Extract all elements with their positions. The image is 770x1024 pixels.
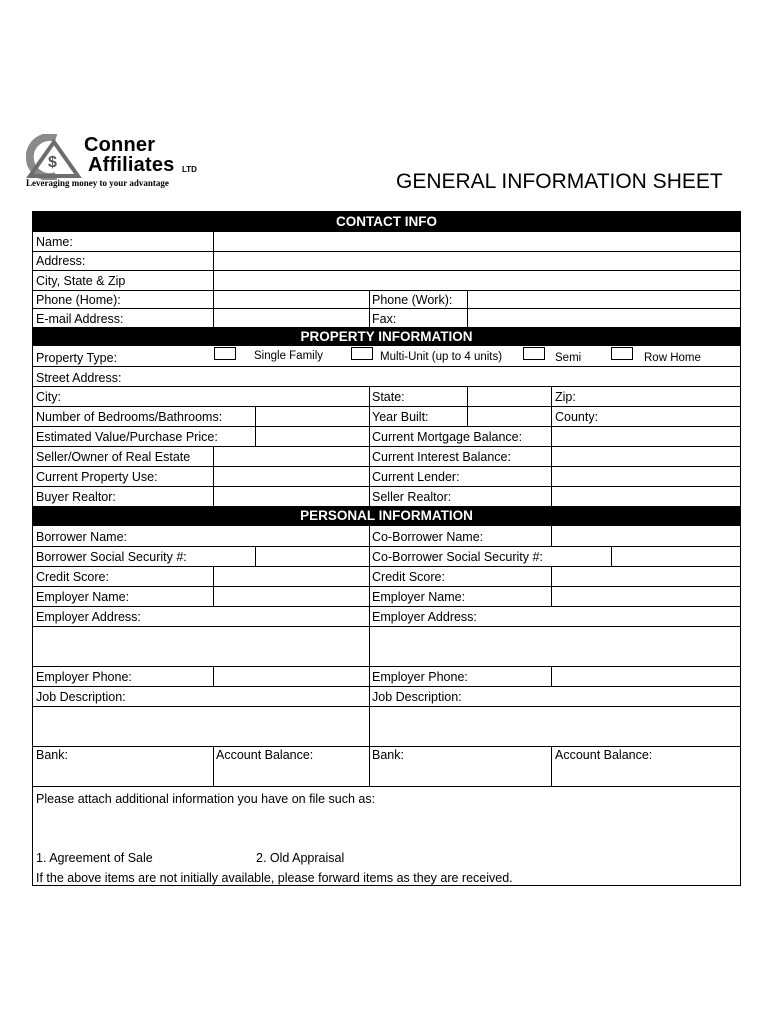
employer-name-left-label: Employer Name: <box>36 590 130 604</box>
current-interest-balance-label: Current Interest Balance: <box>372 450 511 464</box>
current-property-use-label: Current Property Use: <box>36 470 158 484</box>
employer-address-left-field[interactable] <box>33 627 369 666</box>
semi-label: Semi <box>555 352 582 364</box>
estimated-value-field[interactable] <box>256 427 369 446</box>
svg-text:$: $ <box>48 154 57 171</box>
document-title: GENERAL INFORMATION SHEET <box>396 170 723 193</box>
employer-phone-right-field[interactable] <box>552 667 740 686</box>
credit-score-right-label: Credit Score: <box>372 570 445 584</box>
account-balance-right-field[interactable] <box>552 764 740 786</box>
address-field[interactable] <box>214 252 740 270</box>
employer-address-right-label: Employer Address: <box>372 610 477 624</box>
account-balance-right-label: Account Balance: <box>555 748 653 762</box>
state-label: State: <box>372 390 405 404</box>
employer-name-right-label: Employer Name: <box>372 590 466 604</box>
phone-work-field[interactable] <box>468 291 740 308</box>
semi-checkbox[interactable] <box>523 347 545 360</box>
employer-phone-left-field[interactable] <box>214 667 369 686</box>
logo-ltd: LTD <box>182 165 197 174</box>
logo-name-line1: Conner <box>84 134 156 156</box>
job-description-left-field[interactable] <box>33 707 369 746</box>
city-state-zip-field[interactable] <box>214 271 740 290</box>
seller-owner-label: Seller/Owner of Real Estate <box>36 450 191 464</box>
county-field[interactable] <box>603 407 740 426</box>
bank-left-label: Bank: <box>36 748 68 762</box>
account-balance-left-field[interactable] <box>214 764 369 786</box>
logo-name-line2: Affiliates <box>88 154 175 176</box>
job-description-right-label: Job Description: <box>372 690 462 704</box>
fax-label: Fax: <box>372 312 397 326</box>
account-balance-left-label: Account Balance: <box>216 748 314 762</box>
employer-name-right-field[interactable] <box>552 587 740 606</box>
row-home-checkbox[interactable] <box>611 347 633 360</box>
phone-home-field[interactable] <box>214 291 369 308</box>
property-type-label: Property Type: <box>36 351 118 365</box>
phone-work-label: Phone (Work): <box>372 293 453 307</box>
logo-emblem-icon <box>26 134 84 180</box>
current-mortgage-balance-label: Current Mortgage Balance: <box>372 430 523 444</box>
personal-section-header: PERSONAL INFORMATION <box>33 506 740 525</box>
year-built-label: Year Built: <box>372 410 429 424</box>
name-field[interactable] <box>214 232 740 251</box>
borrower-ssn-label: Borrower Social Security #: <box>36 550 187 564</box>
street-address-label: Street Address: <box>36 371 122 385</box>
coborrower-name-field[interactable] <box>552 526 740 546</box>
multi-unit-checkbox[interactable] <box>351 347 373 360</box>
city-label: City: <box>36 390 61 404</box>
employer-phone-left-label: Employer Phone: <box>36 670 132 684</box>
email-field[interactable] <box>214 309 369 327</box>
current-lender-label: Current Lender: <box>372 470 460 484</box>
phone-home-label: Phone (Home): <box>36 293 121 307</box>
attachment-item-2: 2. Old Appraisal <box>256 851 345 865</box>
coborrower-ssn-field[interactable] <box>612 547 740 566</box>
property-section-header: PROPERTY INFORMATION <box>33 327 740 346</box>
employer-phone-right-label: Employer Phone: <box>372 670 468 684</box>
company-logo <box>26 134 226 194</box>
borrower-ssn-field[interactable] <box>256 547 369 566</box>
fax-field[interactable] <box>468 309 740 327</box>
credit-score-right-field[interactable] <box>552 567 740 586</box>
current-property-use-field[interactable] <box>214 467 369 486</box>
street-address-field[interactable] <box>133 367 740 386</box>
county-label: County: <box>555 410 599 424</box>
bedrooms-bathrooms-field[interactable] <box>256 407 369 426</box>
contact-section-header: CONTACT INFO <box>33 212 740 231</box>
seller-realtor-field[interactable] <box>552 487 740 506</box>
current-interest-balance-field[interactable] <box>552 447 740 466</box>
job-description-left-label: Job Description: <box>36 690 126 704</box>
multi-unit-label: Multi-Unit (up to 4 units) <box>380 351 503 363</box>
estimated-value-label: Estimated Value/Purchase Price: <box>36 430 218 444</box>
bank-right-field[interactable] <box>370 764 551 786</box>
zip-field[interactable] <box>583 387 740 406</box>
city-state-zip-label: City, State & Zip <box>36 274 126 288</box>
employer-address-left-label: Employer Address: <box>36 610 141 624</box>
current-lender-field[interactable] <box>552 467 740 486</box>
year-built-field[interactable] <box>468 407 551 426</box>
seller-realtor-label: Seller Realtor: <box>372 490 452 504</box>
buyer-realtor-label: Buyer Realtor: <box>36 490 116 504</box>
credit-score-left-label: Credit Score: <box>36 570 109 584</box>
attachment-item-1: 1. Agreement of Sale <box>36 851 153 865</box>
single-family-checkbox[interactable] <box>214 347 236 360</box>
email-label: E-mail Address: <box>36 312 124 326</box>
address-label: Address: <box>36 254 86 268</box>
employer-address-right-field[interactable] <box>370 627 740 666</box>
coborrower-name-label: Co-Borrower Name: <box>372 530 484 544</box>
attachments-instruction: Please attach additional information you have on file such as: <box>36 792 376 806</box>
attachments-footer-note: If the above items are not initially available, please forward items as they are received. <box>36 871 513 885</box>
seller-owner-field[interactable] <box>214 447 369 466</box>
borrower-name-field[interactable] <box>133 526 369 546</box>
current-mortgage-balance-field[interactable] <box>552 427 740 446</box>
name-label: Name: <box>36 235 73 249</box>
credit-score-left-field[interactable] <box>214 567 369 586</box>
zip-label: Zip: <box>555 390 576 404</box>
buyer-realtor-field[interactable] <box>214 487 369 506</box>
row-home-label: Row Home <box>644 352 701 364</box>
job-description-right-field[interactable] <box>370 707 740 746</box>
bedrooms-bathrooms-label: Number of Bedrooms/Bathrooms: <box>36 410 223 424</box>
single-family-label: Single Family <box>254 350 324 362</box>
borrower-name-label: Borrower Name: <box>36 530 127 544</box>
information-form <box>32 211 741 886</box>
state-field[interactable] <box>468 387 551 406</box>
coborrower-ssn-label: Co-Borrower Social Security #: <box>372 550 543 564</box>
bank-left-field[interactable] <box>33 764 213 786</box>
employer-name-left-field[interactable] <box>214 587 369 606</box>
bank-right-label: Bank: <box>372 748 404 762</box>
city-field[interactable] <box>73 387 369 406</box>
logo-tagline: Leveraging money to your advantage <box>26 178 169 188</box>
